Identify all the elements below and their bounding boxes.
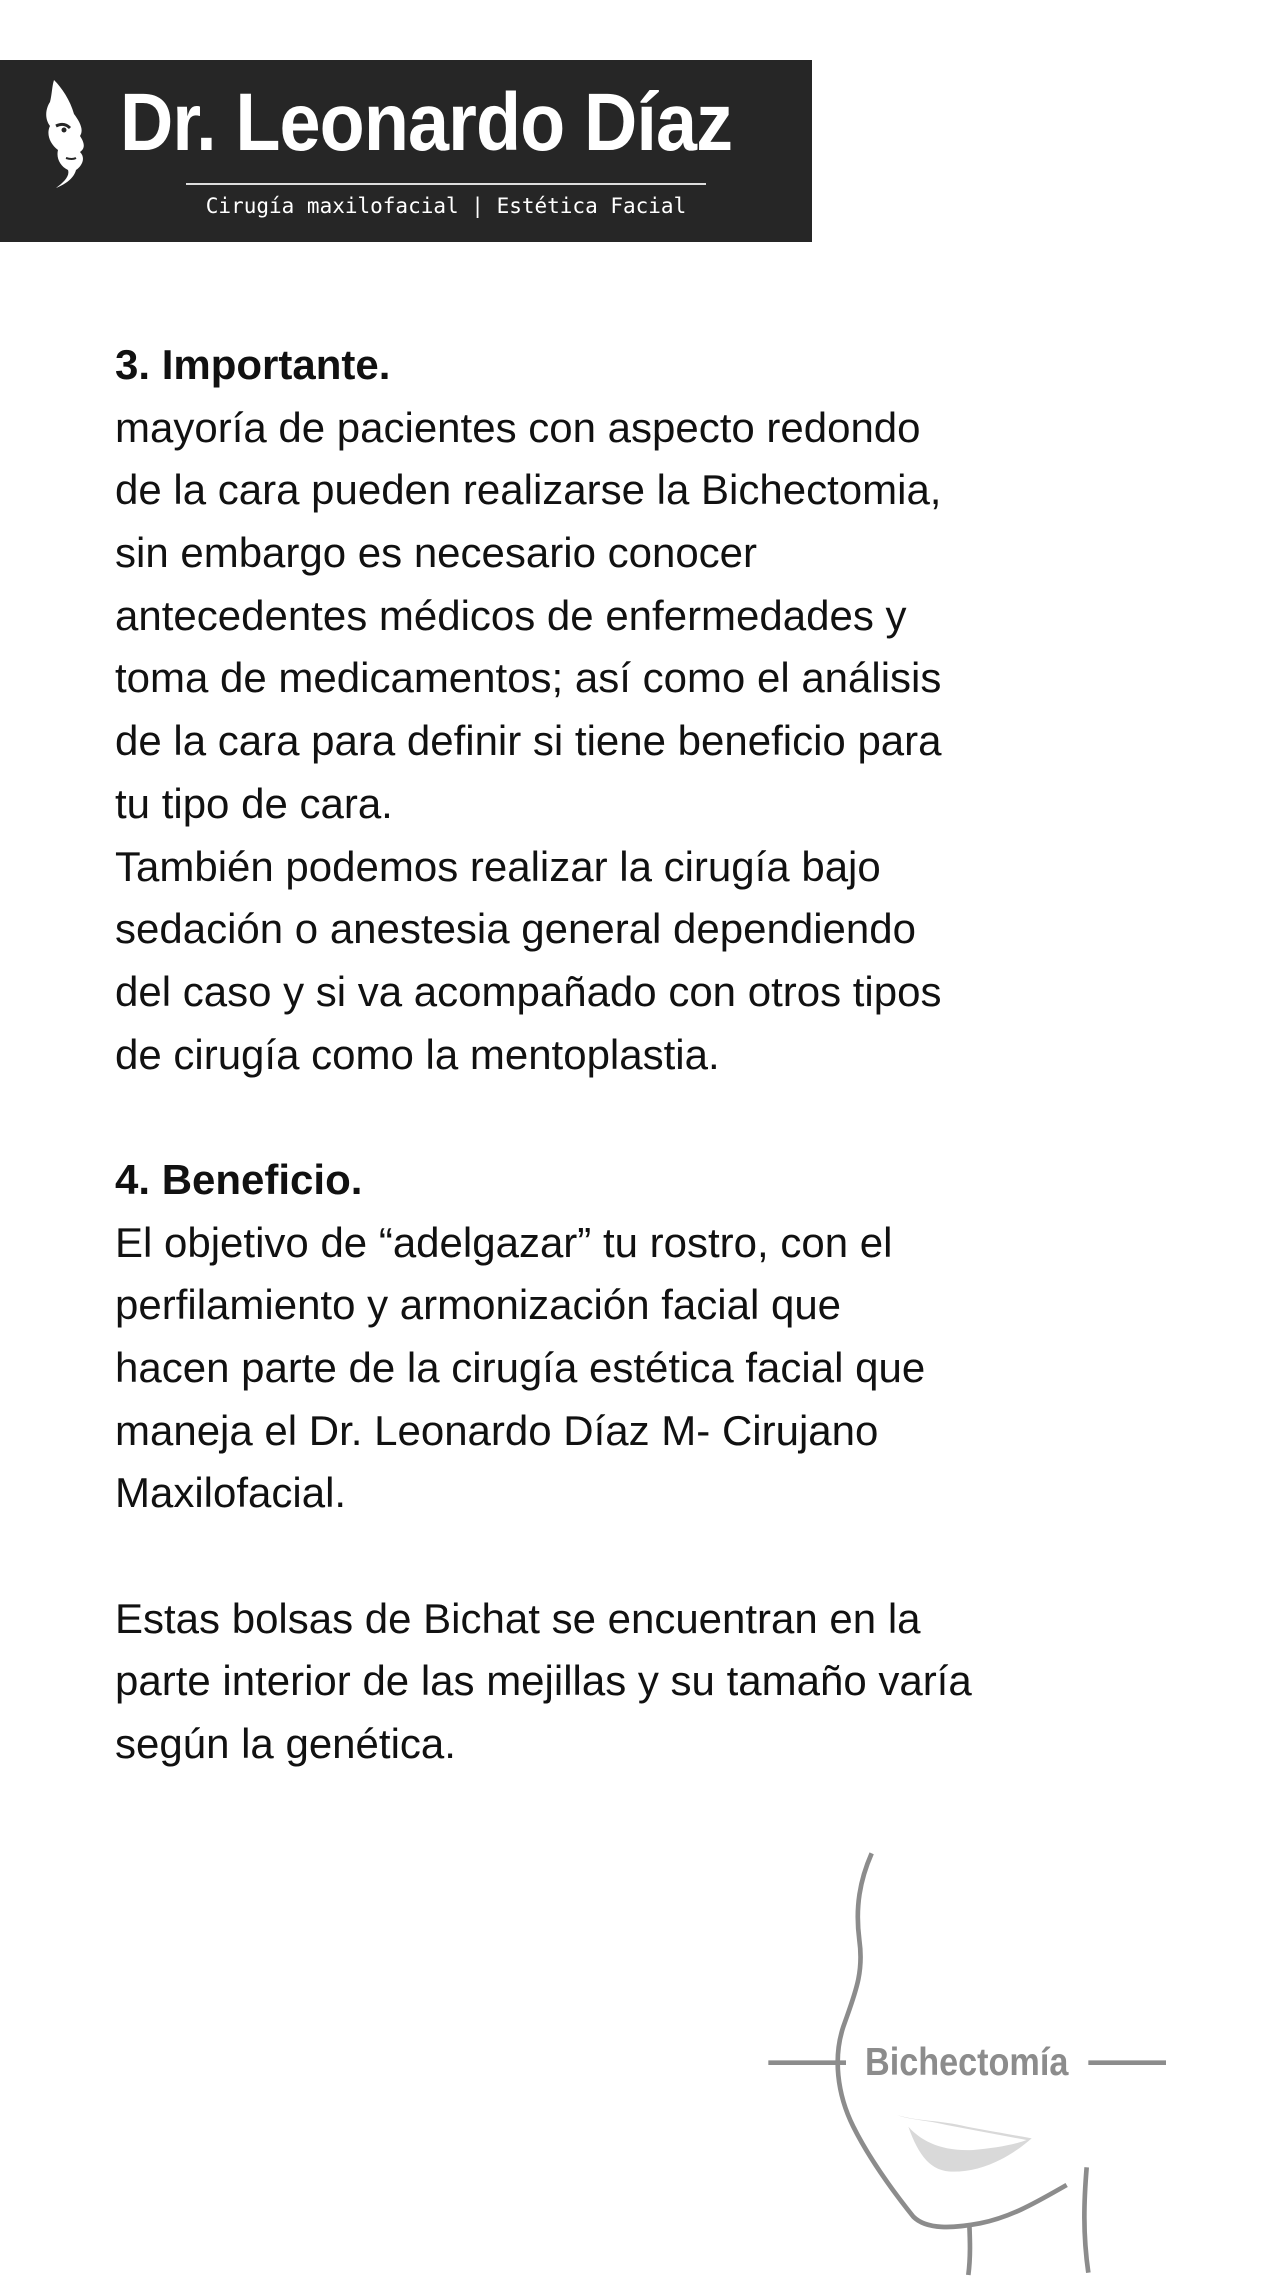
text-line: Estas bolsas de Bichat se encuentran en la xyxy=(115,1594,921,1642)
text-line: según la genética. xyxy=(115,1720,456,1768)
logo-banner xyxy=(0,60,812,242)
text-line: tu tipo de cara. xyxy=(115,779,393,827)
neck-line-right xyxy=(1084,2167,1088,2272)
neck-line-left xyxy=(968,2224,970,2275)
face-profile-icon xyxy=(40,78,100,190)
text-line: Maxilofacial. xyxy=(115,1469,347,1517)
section-heading: 3. Importante. xyxy=(115,341,391,388)
brand-subtitle: Cirugía maxilofacial | Estética Facial xyxy=(205,194,687,218)
lips-shape xyxy=(897,2115,1032,2172)
text-line: perfilamiento y armonización facial que xyxy=(115,1281,842,1329)
illustration-label: Bichectomía xyxy=(865,2040,1070,2084)
text-line: del caso y si va acompañado con otros tipos xyxy=(115,967,942,1015)
text-line: sedación o anestesia general dependiendo xyxy=(115,905,916,953)
text-line: sin embargo es necesario conocer xyxy=(115,529,758,577)
text-line: También podemos realizar la cirugía bajo xyxy=(115,842,881,890)
text-line: toma de medicamentos; así como el análisis xyxy=(115,654,942,702)
section-heading: 4. Beneficio. xyxy=(115,1155,363,1203)
bichectomia-illustration xyxy=(740,1840,1180,2280)
text-line: parte interior de las mejillas y su tamaño varía xyxy=(115,1657,972,1705)
text-line: mayoría de pacientes con aspecto redondo xyxy=(115,403,921,451)
text-line: El objetivo de “adelgazar” tu rostro, con el xyxy=(115,1218,893,1266)
text-line: de cirugía como la mentoplastia. xyxy=(115,1030,720,1078)
divider xyxy=(186,183,706,185)
article-body xyxy=(115,334,1215,1776)
brand-title: Dr. Leonardo Díaz xyxy=(120,77,733,168)
text-line: hacen parte de la cirugía estética facial que xyxy=(115,1344,926,1391)
text-line: de la cara pueden realizarse la Bichectomia, xyxy=(115,466,942,514)
text-line: de la cara para definir si tiene beneficio para xyxy=(115,717,942,765)
text-line: maneja el Dr. Leonardo Díaz M- Cirujano xyxy=(115,1406,879,1454)
text-line: antecedentes médicos de enfermedades y xyxy=(115,591,907,639)
